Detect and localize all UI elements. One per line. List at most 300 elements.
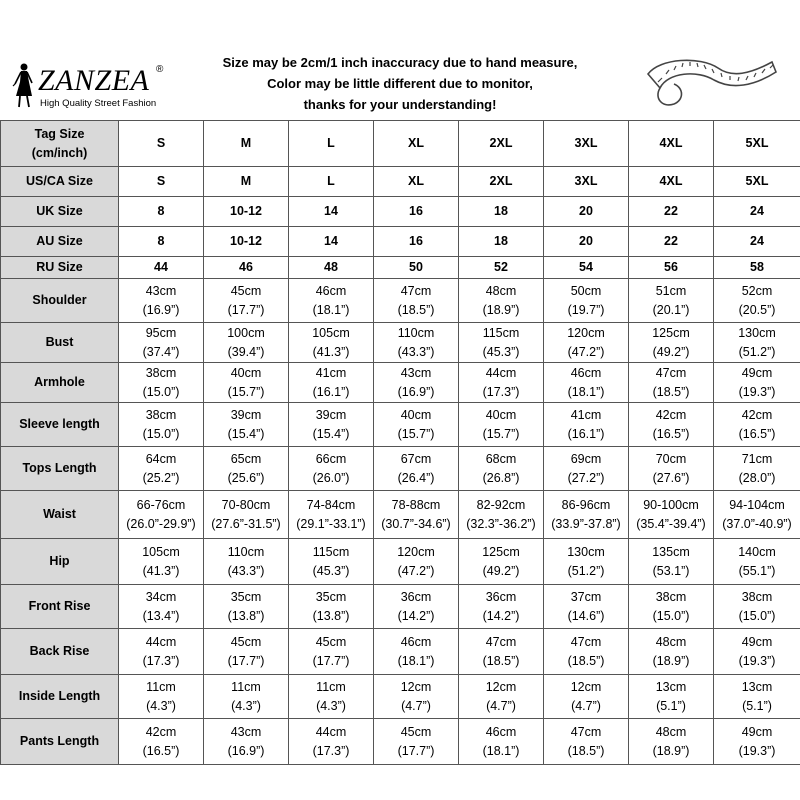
inch-value: (17.3”) <box>312 743 350 758</box>
measurement-cell <box>714 539 800 585</box>
size-cell: 44 <box>119 257 204 279</box>
inch-value: (4.7”) <box>486 698 516 713</box>
inch-value: (16.5”) <box>652 426 690 441</box>
inch-value: (19.3”) <box>738 743 776 758</box>
cm-value: 105cm <box>142 544 180 559</box>
cm-value: 12cm <box>570 679 602 694</box>
cm-value: 64cm <box>145 451 177 466</box>
inch-value: (19.7”) <box>567 302 605 317</box>
cm-value: 46cm <box>570 365 602 380</box>
cm-value: 110cm <box>227 544 265 559</box>
size-row <box>1 167 800 197</box>
size-cell: 10-12 <box>204 197 289 227</box>
inch-value: (45.3”) <box>482 344 520 359</box>
inch-value: (26.0”) <box>312 470 350 485</box>
inch-value: (16.1”) <box>567 426 605 441</box>
inch-value: (16.9”) <box>397 384 435 399</box>
row-label-text: US/CA Size <box>26 174 93 188</box>
measurement-row <box>1 447 800 491</box>
measurement-cell <box>629 491 714 539</box>
cm-value: 11cm <box>146 679 176 694</box>
size-cell: 46 <box>204 257 289 279</box>
inch-value: (27.2”) <box>567 470 605 485</box>
inch-value: (14.2”) <box>397 608 435 623</box>
inch-value: (17.7”) <box>397 743 435 758</box>
cm-value: 41cm <box>315 365 347 380</box>
cm-value: 45cm <box>230 634 262 649</box>
inch-value: (26.8”) <box>482 470 520 485</box>
measurement-cell <box>374 719 459 765</box>
cm-value: 69cm <box>570 451 602 466</box>
cm-value: 47cm <box>570 724 602 739</box>
inch-value: (18.1”) <box>567 384 605 399</box>
measurement-cell <box>374 363 459 403</box>
measurement-row <box>1 675 800 719</box>
cm-value: 49cm <box>741 634 773 649</box>
row-label: Tops Length <box>1 447 119 491</box>
cm-value: 36cm <box>485 589 517 604</box>
measurement-cell <box>289 279 374 323</box>
row-label <box>1 257 119 279</box>
size-cell: 24 <box>714 227 800 257</box>
cm-value: 39cm <box>315 407 347 422</box>
chart-header <box>0 44 800 120</box>
size-cell: M <box>204 121 289 167</box>
row-label <box>1 167 119 197</box>
cm-value: 130cm <box>567 544 605 559</box>
measurement-cell <box>544 323 629 363</box>
measurement-cell <box>629 629 714 675</box>
cm-value: 35cm <box>315 589 347 604</box>
size-cell: 22 <box>629 227 714 257</box>
measurement-cell <box>289 363 374 403</box>
cm-value: 11cm <box>316 679 346 694</box>
measurement-cell <box>629 719 714 765</box>
cm-value: 40cm <box>230 365 262 380</box>
measurement-cell <box>459 585 544 629</box>
measurement-cell <box>544 719 629 765</box>
measurement-cell <box>714 585 800 629</box>
size-cell: 8 <box>119 227 204 257</box>
measurement-cell <box>374 323 459 363</box>
cm-value: 39cm <box>230 407 262 422</box>
cm-value: 115cm <box>312 544 350 559</box>
measurement-row <box>1 719 800 765</box>
inch-value: (15.7”) <box>227 384 265 399</box>
cm-value: 47cm <box>400 283 432 298</box>
cm-value: 105cm <box>312 325 350 340</box>
measurement-cell <box>714 629 800 675</box>
measurement-cell <box>204 279 289 323</box>
inch-value: (35.4”-39.4”) <box>636 516 706 531</box>
measurement-cell <box>544 447 629 491</box>
cm-value: 50cm <box>570 283 602 298</box>
measurement-cell <box>374 279 459 323</box>
cm-value: 13cm <box>741 679 773 694</box>
inch-value: (43.3”) <box>227 563 265 578</box>
inch-value: (43.3”) <box>397 344 435 359</box>
size-cell: S <box>119 167 204 197</box>
measurement-row <box>1 491 800 539</box>
measurement-cell <box>289 629 374 675</box>
cm-value: 120cm <box>567 325 605 340</box>
cm-value: 43cm <box>400 365 432 380</box>
cm-value: 38cm <box>145 407 177 422</box>
measurement-cell <box>374 585 459 629</box>
cm-value: 35cm <box>230 589 262 604</box>
measurement-cell <box>204 675 289 719</box>
size-cell: 52 <box>459 257 544 279</box>
cm-value: 12cm <box>485 679 517 694</box>
brand-name: ZANZEA <box>38 64 150 97</box>
measurement-cell <box>629 363 714 403</box>
cm-value: 13cm <box>655 679 687 694</box>
cm-value: 48cm <box>655 724 687 739</box>
cm-value: 66-76cm <box>136 497 186 512</box>
inch-value: (18.5”) <box>567 653 605 668</box>
inch-value: (15.7”) <box>397 426 435 441</box>
size-cell: 16 <box>374 227 459 257</box>
size-cell: 2XL <box>459 121 544 167</box>
inch-value: (4.3”) <box>231 698 261 713</box>
size-cell: 5XL <box>714 121 800 167</box>
cm-value: 90-100cm <box>643 497 699 512</box>
cm-value: 47cm <box>570 634 602 649</box>
measurement-cell <box>459 719 544 765</box>
cm-value: 52cm <box>741 283 773 298</box>
measurement-row <box>1 629 800 675</box>
inch-value: (51.2”) <box>567 563 605 578</box>
cm-value: 140cm <box>738 544 776 559</box>
measurement-cell <box>119 363 204 403</box>
row-label-text: UK Size <box>36 204 83 218</box>
inch-value: (16.1”) <box>312 384 350 399</box>
measurement-cell <box>714 719 800 765</box>
cm-value: 67cm <box>400 451 432 466</box>
cm-value: 40cm <box>485 407 517 422</box>
inch-value: (17.7”) <box>227 653 265 668</box>
measurement-cell <box>714 447 800 491</box>
row-label <box>1 121 119 167</box>
measurement-cell <box>459 629 544 675</box>
measurement-cell <box>629 675 714 719</box>
inch-value: (5.1”) <box>656 698 686 713</box>
cm-value: 130cm <box>738 325 776 340</box>
measurement-cell <box>714 363 800 403</box>
size-cell: XL <box>374 167 459 197</box>
measurement-cell <box>119 629 204 675</box>
inch-value: (13.4”) <box>142 608 180 623</box>
cm-value: 49cm <box>741 365 773 380</box>
measurement-cell <box>629 539 714 585</box>
cm-value: 42cm <box>145 724 177 739</box>
size-cell: 24 <box>714 197 800 227</box>
size-cell: 5XL <box>714 167 800 197</box>
cm-value: 100cm <box>227 325 265 340</box>
inch-value: (17.7”) <box>312 653 350 668</box>
measurement-cell <box>119 675 204 719</box>
inch-value: (16.5”) <box>738 426 776 441</box>
cm-value: 37cm <box>570 589 602 604</box>
cm-value: 71cm <box>741 451 773 466</box>
inch-value: (17.3”) <box>142 653 180 668</box>
size-cell: 58 <box>714 257 800 279</box>
brand-tagline: High Quality Street Fashion <box>40 98 157 109</box>
inch-value: (4.7”) <box>401 698 431 713</box>
inch-value: (18.5”) <box>397 302 435 317</box>
inch-value: (19.3”) <box>738 653 776 668</box>
inch-value: (26.0”-29.9”) <box>126 516 196 531</box>
inch-value: (17.3”) <box>482 384 520 399</box>
row-label <box>1 197 119 227</box>
measurement-cell <box>544 629 629 675</box>
measurement-cell <box>374 629 459 675</box>
measurement-cell <box>629 279 714 323</box>
cm-value: 125cm <box>482 544 520 559</box>
cm-value: 44cm <box>145 634 177 649</box>
measurement-cell <box>629 323 714 363</box>
measurement-row <box>1 323 800 363</box>
inch-value: (18.9”) <box>652 743 690 758</box>
inch-value: (15.0”) <box>142 426 180 441</box>
inch-value: (17.7”) <box>227 302 265 317</box>
cm-value: 45cm <box>400 724 432 739</box>
size-cell: XL <box>374 121 459 167</box>
measurement-row <box>1 539 800 585</box>
inch-value: (20.1”) <box>652 302 690 317</box>
inch-value: (15.4”) <box>227 426 265 441</box>
inch-value: (18.1”) <box>312 302 350 317</box>
row-label: Hip <box>1 539 119 585</box>
size-cell: 3XL <box>544 121 629 167</box>
size-cell: 56 <box>629 257 714 279</box>
inch-value: (49.2”) <box>652 344 690 359</box>
inch-value: (15.4”) <box>312 426 350 441</box>
inch-value: (25.6”) <box>227 470 265 485</box>
measurement-cell <box>374 447 459 491</box>
cm-value: 38cm <box>741 589 773 604</box>
measurement-cell <box>714 279 800 323</box>
measurement-cell <box>119 447 204 491</box>
cm-value: 70cm <box>655 451 687 466</box>
measurement-cell <box>289 539 374 585</box>
size-cell: 20 <box>544 197 629 227</box>
measurement-cell <box>289 491 374 539</box>
measurement-cell <box>119 719 204 765</box>
inch-value: (18.9”) <box>482 302 520 317</box>
measurement-cell <box>204 447 289 491</box>
fashion-silhouette-icon <box>10 62 36 108</box>
inch-value: (19.3”) <box>738 384 776 399</box>
row-label: Inside Length <box>1 675 119 719</box>
size-cell: 14 <box>289 227 374 257</box>
size-cell: 18 <box>459 197 544 227</box>
size-row <box>1 197 800 227</box>
cm-value: 12cm <box>400 679 432 694</box>
cm-value: 125cm <box>652 325 690 340</box>
inch-value: (20.5”) <box>738 302 776 317</box>
measuring-tape-icon <box>640 52 780 112</box>
measurement-cell <box>289 447 374 491</box>
inch-value: (18.9”) <box>652 653 690 668</box>
measurement-cell <box>204 719 289 765</box>
cm-value: 42cm <box>655 407 687 422</box>
inch-value: (25.2”) <box>142 470 180 485</box>
inch-value: (18.5”) <box>652 384 690 399</box>
measurement-cell <box>289 675 374 719</box>
measurement-cell <box>204 403 289 447</box>
row-label: Back Rise <box>1 629 119 675</box>
inch-value: (14.6”) <box>567 608 605 623</box>
cm-value: 47cm <box>485 634 517 649</box>
size-cell: M <box>204 167 289 197</box>
cm-value: 38cm <box>655 589 687 604</box>
cm-value: 95cm <box>145 325 177 340</box>
inch-value: (51.2”) <box>738 344 776 359</box>
measurement-cell <box>459 491 544 539</box>
size-cell: 4XL <box>629 121 714 167</box>
note-line: Size may be 2cm/1 inch inaccuracy due to hand measure, <box>222 55 578 70</box>
measurement-cell <box>544 539 629 585</box>
row-label: Shoulder <box>1 279 119 323</box>
size-cell: 2XL <box>459 167 544 197</box>
measurement-cell <box>374 539 459 585</box>
cm-value: 51cm <box>655 283 687 298</box>
size-cell: 20 <box>544 227 629 257</box>
inch-value: (4.3”) <box>146 698 176 713</box>
measurement-cell <box>459 323 544 363</box>
measurement-cell <box>544 403 629 447</box>
measurement-cell <box>374 675 459 719</box>
measurement-cell <box>204 585 289 629</box>
inch-value: (18.5”) <box>482 653 520 668</box>
row-label: Sleeve length <box>1 403 119 447</box>
inch-value: (28.0”) <box>738 470 776 485</box>
measurement-cell <box>459 403 544 447</box>
cm-value: 49cm <box>741 724 773 739</box>
cm-value: 66cm <box>315 451 347 466</box>
measurement-cell <box>204 491 289 539</box>
inch-value: (4.7”) <box>571 698 601 713</box>
inch-value: (4.3”) <box>316 698 346 713</box>
inch-value: (30.7”-34.6”) <box>381 516 451 531</box>
measurement-cell <box>289 585 374 629</box>
inch-value: (16.5”) <box>142 743 180 758</box>
inch-value: (15.0”) <box>142 384 180 399</box>
measurement-cell <box>119 539 204 585</box>
inch-value: (47.2”) <box>397 563 435 578</box>
measurement-cell <box>714 675 800 719</box>
inch-value: (53.1”) <box>652 563 690 578</box>
inch-value: (18.1”) <box>482 743 520 758</box>
measurement-cell <box>459 539 544 585</box>
cm-value: 11cm <box>231 679 261 694</box>
inch-value: (14.2”) <box>482 608 520 623</box>
measurement-cell <box>544 279 629 323</box>
measurement-cell <box>204 363 289 403</box>
inch-value: (49.2”) <box>482 563 520 578</box>
size-cell: 16 <box>374 197 459 227</box>
inch-value: (18.5”) <box>567 743 605 758</box>
row-label <box>1 227 119 257</box>
inch-value: (16.9”) <box>227 743 265 758</box>
measurement-notes <box>215 52 585 115</box>
cm-value: 135cm <box>652 544 690 559</box>
measurement-cell <box>629 585 714 629</box>
inch-value: (26.4”) <box>397 470 435 485</box>
measurement-cell <box>459 447 544 491</box>
measurement-cell <box>374 403 459 447</box>
size-cell: 48 <box>289 257 374 279</box>
size-row <box>1 257 800 279</box>
measurement-cell <box>204 539 289 585</box>
measurement-cell <box>119 323 204 363</box>
row-label: Pants Length <box>1 719 119 765</box>
measurement-cell <box>289 719 374 765</box>
cm-value: 86-96cm <box>561 497 611 512</box>
inch-value: (55.1”) <box>738 563 776 578</box>
measurement-cell <box>629 447 714 491</box>
inch-value: (27.6”) <box>652 470 690 485</box>
measurement-row <box>1 403 800 447</box>
measurement-cell <box>629 403 714 447</box>
inch-value: (13.8”) <box>227 608 265 623</box>
size-cell: 3XL <box>544 167 629 197</box>
cm-value: 47cm <box>655 365 687 380</box>
measurement-cell <box>289 403 374 447</box>
size-row <box>1 227 800 257</box>
cm-value: 44cm <box>315 724 347 739</box>
inch-value: (29.1”-33.1”) <box>296 516 366 531</box>
row-label: Bust <box>1 323 119 363</box>
measurement-cell <box>459 279 544 323</box>
row-label: Front Rise <box>1 585 119 629</box>
size-table <box>0 120 800 765</box>
inch-value: (37.4”) <box>142 344 180 359</box>
size-cell: 14 <box>289 197 374 227</box>
cm-value: 120cm <box>397 544 435 559</box>
size-cell: 8 <box>119 197 204 227</box>
row-label: Waist <box>1 491 119 539</box>
row-label: Armhole <box>1 363 119 403</box>
cm-value: 82-92cm <box>476 497 526 512</box>
inch-value: (47.2”) <box>567 344 605 359</box>
measurement-cell <box>714 491 800 539</box>
cm-value: 94-104cm <box>729 497 785 512</box>
inch-value: (32.3”-36.2”) <box>466 516 536 531</box>
size-cell: 4XL <box>629 167 714 197</box>
measurement-cell <box>119 403 204 447</box>
row-label-text: (cm/inch) <box>31 145 88 160</box>
cm-value: 43cm <box>230 724 262 739</box>
measurement-cell <box>204 323 289 363</box>
inch-value: (15.0”) <box>652 608 690 623</box>
cm-value: 44cm <box>485 365 517 380</box>
inch-value: (41.3”) <box>312 344 350 359</box>
measurement-row <box>1 363 800 403</box>
cm-value: 46cm <box>485 724 517 739</box>
measurement-cell <box>374 491 459 539</box>
measurement-row <box>1 279 800 323</box>
cm-value: 115cm <box>482 325 520 340</box>
measurement-cell <box>119 279 204 323</box>
registered-mark: ® <box>156 64 164 75</box>
note-line: Color may be little different due to monitor, <box>267 76 533 91</box>
measurement-cell <box>459 675 544 719</box>
size-cell: S <box>119 121 204 167</box>
measurement-cell <box>714 323 800 363</box>
inch-value: (39.4”) <box>227 344 265 359</box>
